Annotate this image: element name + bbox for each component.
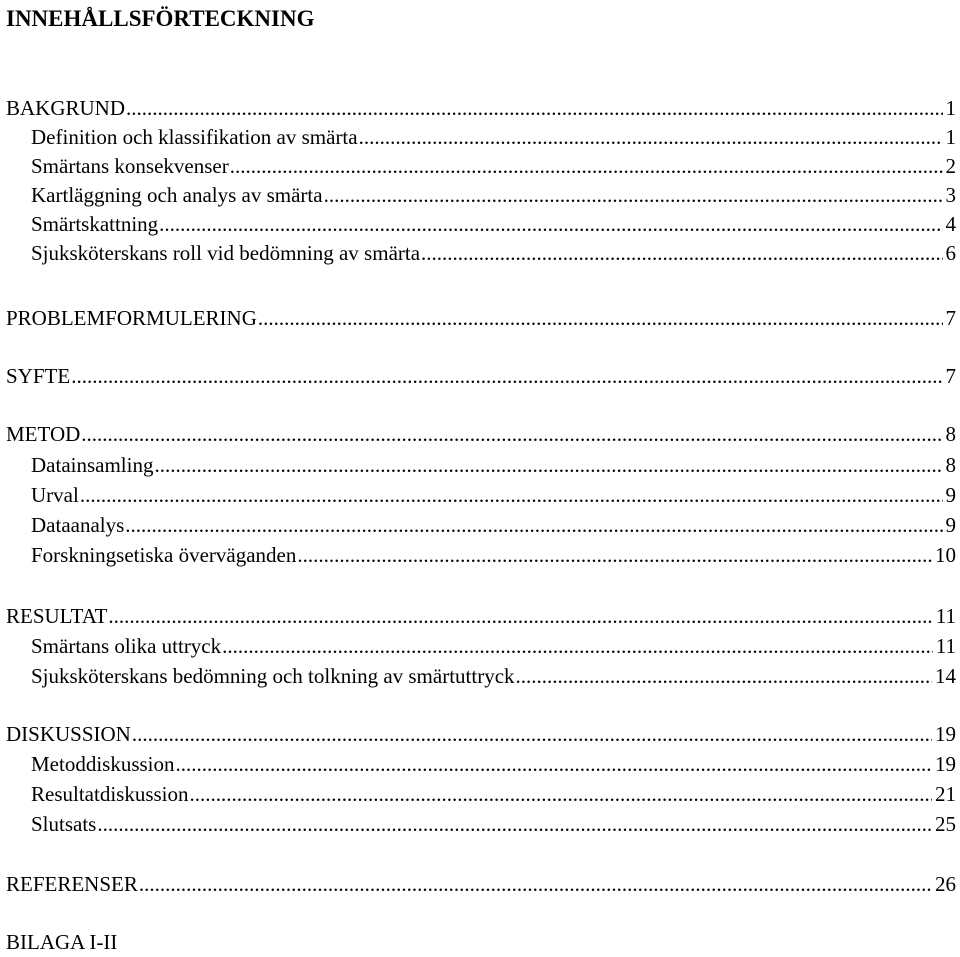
toc-leader-dots	[159, 210, 942, 239]
toc-entry-label: Metoddiskussion	[31, 752, 175, 776]
toc-leader-dots	[126, 94, 942, 123]
toc-entry-konsekvenser[interactable]	[31, 152, 956, 181]
toc-leader-dots	[81, 420, 942, 449]
toc-entry-metod[interactable]	[6, 420, 956, 449]
toc-leader-dots	[139, 870, 932, 899]
toc-entry-bedomning-tolkning[interactable]	[31, 662, 956, 691]
toc-entry-label: Smärtskattning	[31, 212, 159, 236]
toc-entry-sjukskoterskans-roll[interactable]	[31, 239, 956, 268]
toc-leader-dots	[71, 362, 942, 391]
toc-leader-dots	[359, 123, 943, 152]
toc-entry-label: Urval	[31, 483, 79, 507]
toc-entry-label: Sjuksköterskans roll vid bedömning av smärta	[31, 241, 421, 265]
toc-entry-label: Definition och klassifikation av smärta	[31, 125, 358, 149]
toc-entry-dataanalys[interactable]	[31, 511, 956, 540]
toc-entry-label: PROBLEMFORMULERING	[6, 306, 257, 330]
toc-entry-bakgrund[interactable]	[6, 94, 956, 123]
toc-leader-dots	[258, 304, 943, 333]
toc-entry-page: 8	[945, 453, 956, 477]
toc-leader-dots	[97, 810, 932, 839]
toc-leader-dots	[190, 780, 932, 809]
toc-leader-dots	[108, 602, 932, 631]
toc-entry-page: 4	[945, 212, 956, 236]
toc-entry-smartans-olika-uttryck[interactable]	[31, 632, 956, 661]
toc-entry-resultatdiskussion[interactable]	[31, 780, 956, 809]
toc-entry-definition[interactable]	[31, 123, 956, 152]
toc-entry-diskussion[interactable]	[6, 720, 956, 749]
toc-entry-page: 11	[935, 634, 956, 658]
toc-entry-page: 14	[935, 664, 956, 688]
toc-entry-page: 6	[945, 241, 956, 265]
toc-entry-problemformulering[interactable]	[6, 304, 956, 333]
toc-entry-page: 3	[945, 183, 956, 207]
toc-entry-label: Datainsamling	[31, 453, 154, 477]
toc-entry-label: Forskningsetiska överväganden	[31, 543, 297, 567]
toc-entry-smartskattning[interactable]	[31, 210, 956, 239]
toc-leader-dots	[230, 152, 943, 181]
appendix-label: BILAGA I-II	[6, 930, 118, 954]
toc-entry-referenser[interactable]	[6, 870, 956, 899]
toc-entry-page: 7	[945, 306, 956, 330]
toc-entry-label: Smärtans olika uttryck	[31, 634, 222, 658]
toc-entry-label: METOD	[6, 422, 81, 446]
toc-entry-label: Resultatdiskussion	[31, 782, 189, 806]
toc-entry-page: 9	[945, 513, 956, 537]
toc-leader-dots	[80, 481, 943, 510]
toc-entry-label: DISKUSSION	[6, 722, 131, 746]
toc-entry-syfte[interactable]	[6, 362, 956, 391]
toc-entry-page: 11	[935, 604, 956, 628]
toc-entry-label: Dataanalys	[31, 513, 125, 537]
toc-entry-label: REFERENSER	[6, 872, 138, 896]
toc-entry-metoddiskussion[interactable]	[31, 750, 956, 779]
toc-leader-dots	[516, 662, 932, 691]
toc-entry-page: 19	[935, 752, 956, 776]
toc-entry-kartlaggning[interactable]	[31, 181, 956, 210]
toc-entry-page: 8	[945, 422, 956, 446]
toc-title: INNEHÅLLSFÖRTECKNING	[6, 6, 315, 31]
toc-entry-page: 25	[935, 812, 956, 836]
toc-entry-label: Smärtans konsekvenser	[31, 154, 229, 178]
toc-entry-label: BAKGRUND	[6, 96, 126, 120]
toc-entry-page: 26	[935, 872, 956, 896]
toc-entry-page: 1	[945, 96, 956, 120]
toc-leader-dots	[222, 632, 933, 661]
toc-entry-label: Slutsats	[31, 812, 97, 836]
toc-entry-page: 9	[945, 483, 956, 507]
toc-leader-dots	[421, 239, 942, 268]
toc-leader-dots	[297, 541, 932, 570]
toc-entry-urval[interactable]	[31, 481, 956, 510]
toc-leader-dots	[324, 181, 943, 210]
toc-entry-resultat[interactable]	[6, 602, 956, 631]
toc-leader-dots	[176, 750, 932, 779]
toc-entry-datainsamling[interactable]	[31, 451, 956, 480]
toc-entry-page: 19	[935, 722, 956, 746]
toc-entry-label: Kartläggning och analys av smärta	[31, 183, 323, 207]
toc-leader-dots	[125, 511, 942, 540]
toc-entry-page: 7	[945, 364, 956, 388]
toc-entry-page: 1	[945, 125, 956, 149]
toc-entry-page: 21	[935, 782, 956, 806]
toc-entry-page: 2	[945, 154, 956, 178]
toc-leader-dots	[154, 451, 942, 480]
toc-entry-forskningsetiska[interactable]	[31, 541, 956, 570]
toc-entry-label: RESULTAT	[6, 604, 108, 628]
toc-entry-page: 10	[935, 543, 956, 567]
toc-entry-slutsats[interactable]	[31, 810, 956, 839]
toc-leader-dots	[132, 720, 932, 749]
toc-entry-label: SYFTE	[6, 364, 71, 388]
toc-entry-label: Sjuksköterskans bedömning och tolkning av smärtuttryck	[31, 664, 515, 688]
